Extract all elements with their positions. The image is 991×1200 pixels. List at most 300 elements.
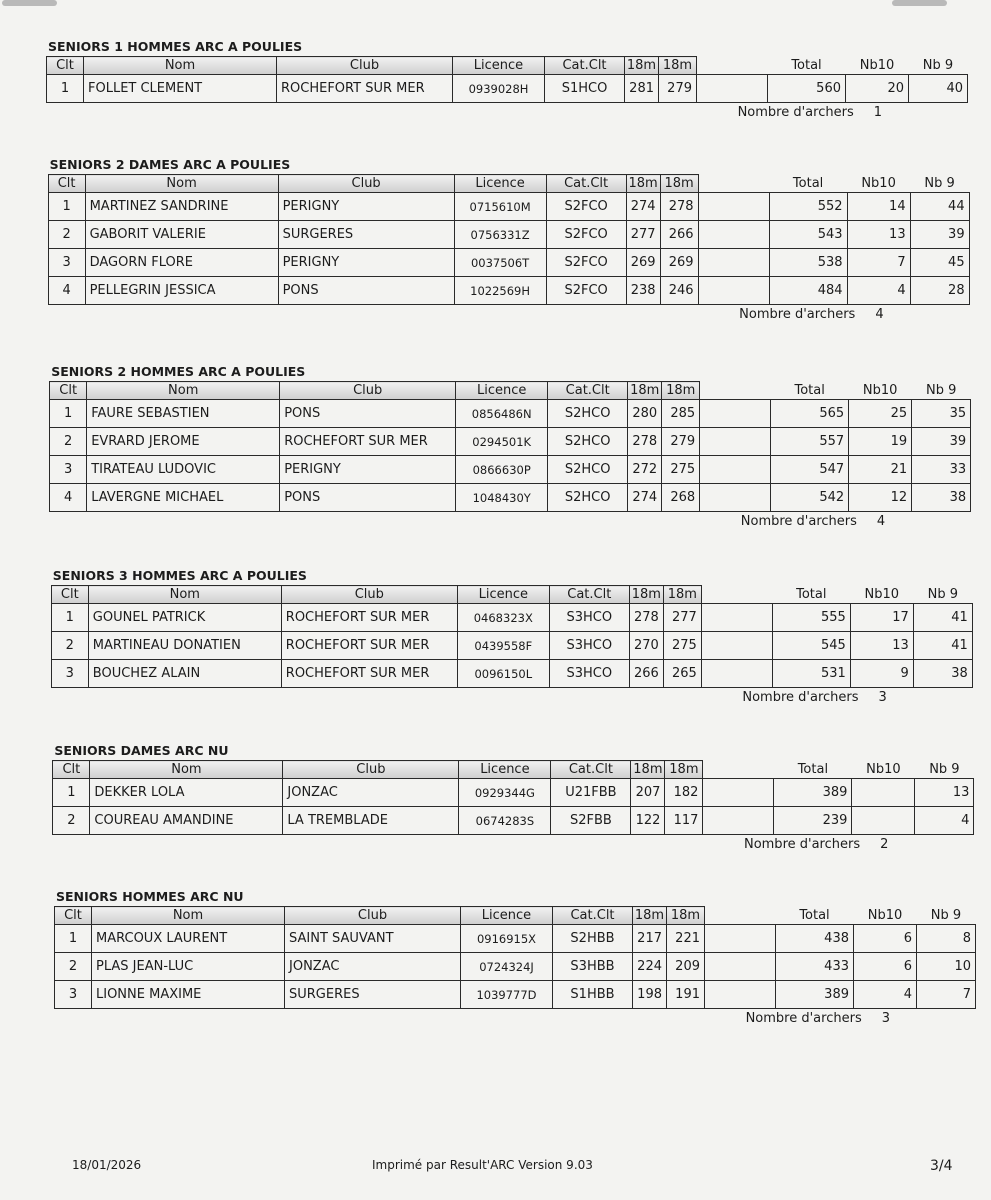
table-row — [48, 277, 969, 305]
column-header: Clt — [47, 57, 84, 75]
cell-nom: GOUNEL PATRICK — [88, 604, 281, 632]
table-row — [51, 604, 972, 632]
cell-total: 239 — [774, 807, 852, 835]
cell-clt: 3 — [55, 981, 92, 1009]
column-header: Nb10 — [866, 761, 901, 777]
column-header: Cat.Clt — [551, 761, 631, 779]
cell-s2: 277 — [663, 604, 701, 632]
cell-nb10 — [852, 807, 915, 835]
column-header: 18m — [665, 761, 703, 779]
cell-nom: EVRARD JEROME — [87, 428, 280, 456]
cell-clt: 2 — [53, 807, 90, 835]
cell-nb9: 38 — [912, 484, 971, 512]
cell-nom: MARTINEAU DONATIEN — [88, 632, 281, 660]
cell-nb9: 10 — [917, 953, 976, 981]
column-header: Clt — [50, 382, 87, 400]
column-header: Nb 9 — [930, 907, 962, 923]
column-header: 18m — [663, 586, 701, 604]
cell-empty — [700, 428, 771, 456]
cell-total: 484 — [769, 277, 847, 305]
cell-s1: 224 — [633, 953, 667, 981]
cell-licence: 1048430Y — [456, 484, 548, 512]
cell-nb10: 19 — [849, 428, 912, 456]
cell-total: 433 — [776, 953, 854, 981]
cell-total: 389 — [776, 981, 854, 1009]
cell-empty — [705, 925, 776, 953]
cell-cat: S3HBB — [553, 953, 633, 981]
cell-s2: 266 — [660, 221, 698, 249]
cell-nb10: 25 — [849, 400, 912, 428]
cell-nom: TIRATEAU LUDOVIC — [87, 456, 280, 484]
cell-s1: 278 — [629, 604, 663, 632]
cell-cat: S2FCO — [546, 193, 626, 221]
cell-total: 565 — [771, 400, 849, 428]
cell-nb9: 45 — [910, 249, 969, 277]
column-header-blank — [700, 382, 771, 400]
column-header: Cat.Clt — [545, 57, 625, 75]
results-section — [49, 363, 967, 532]
column-header: Nb 9 — [922, 57, 954, 73]
column-header: Cat.Clt — [549, 586, 629, 604]
cell-nb9: 4 — [915, 807, 974, 835]
cell-clt: 2 — [51, 632, 88, 660]
column-header: Total — [796, 586, 827, 602]
column-header-blank — [697, 57, 768, 75]
cell-clt: 3 — [48, 249, 85, 277]
cell-nb10: 4 — [847, 277, 910, 305]
cell-licence: 0939028H — [453, 75, 545, 103]
section-title: SENIORS DAMES ARC NU — [54, 743, 229, 758]
column-header: Licence — [457, 586, 549, 604]
cell-s1: 238 — [626, 277, 660, 305]
cell-nb10: 13 — [850, 632, 913, 660]
cell-empty — [703, 779, 774, 807]
column-header: Club — [277, 57, 453, 75]
column-header: Nb10 — [859, 57, 895, 73]
cell-cat: S2FCO — [546, 277, 626, 305]
cell-total: 438 — [776, 925, 854, 953]
print-date: 18/01/2026 — [72, 1158, 142, 1172]
table-row — [50, 428, 971, 456]
column-header: Nb10 — [867, 907, 903, 923]
column-header: Nb 9 — [927, 586, 958, 602]
cell-empty — [705, 981, 776, 1009]
archer-count-label: Nombre d'archers — [740, 514, 857, 529]
cell-nb10: 6 — [854, 953, 917, 981]
cell-club: ROCHEFORT SUR MER — [281, 604, 457, 632]
cell-nb10: 20 — [846, 75, 909, 103]
column-header: Nb10 — [861, 175, 896, 191]
column-header: Nb10 — [862, 382, 898, 398]
cell-nb9: 44 — [910, 193, 969, 221]
cell-s1: 278 — [628, 428, 662, 456]
archer-count-value: 4 — [875, 307, 884, 322]
cell-licence: 0715610M — [454, 193, 546, 221]
cell-total: 547 — [771, 456, 849, 484]
archer-count-label: Nombre d'archers — [745, 1011, 862, 1026]
cell-nb10: 12 — [849, 484, 912, 512]
cell-clt: 2 — [55, 953, 92, 981]
cell-empty — [700, 456, 771, 484]
table-header-row — [50, 382, 971, 400]
cell-nb9: 13 — [915, 779, 974, 807]
cell-nb9: 8 — [917, 925, 976, 953]
table-row — [48, 249, 969, 277]
cell-nb9: 33 — [912, 456, 971, 484]
cell-cat: S2HCO — [548, 484, 628, 512]
column-header: Nb 9 — [924, 175, 955, 191]
results-section — [54, 888, 971, 1029]
cell-club: ROCHEFORT SUR MER — [280, 428, 456, 456]
cell-s2: 279 — [662, 428, 700, 456]
cell-nom: BOUCHEZ ALAIN — [88, 660, 281, 688]
cell-licence: 0756331Z — [454, 221, 546, 249]
cell-s1: 198 — [633, 981, 667, 1009]
cell-clt: 1 — [50, 400, 87, 428]
cell-clt: 1 — [47, 75, 84, 103]
column-header: 18m — [659, 57, 697, 75]
results-section — [46, 38, 963, 123]
column-header-blank — [703, 761, 774, 779]
column-header-blank — [698, 175, 769, 193]
column-header: 18m — [633, 907, 667, 925]
cell-clt: 1 — [51, 604, 88, 632]
cell-nb9: 39 — [912, 428, 971, 456]
column-header: Licence — [456, 382, 548, 400]
table-header-row — [48, 175, 969, 193]
cell-nom: FAURE SEBASTIEN — [87, 400, 280, 428]
cell-nb9: 40 — [909, 75, 968, 103]
table-header-row — [55, 907, 976, 925]
cell-s2: 279 — [659, 75, 697, 103]
cell-s2: 246 — [660, 277, 698, 305]
column-header: 18m — [662, 382, 700, 400]
cell-total: 389 — [774, 779, 852, 807]
archer-count — [52, 835, 954, 855]
column-header: Clt — [48, 175, 85, 193]
cell-s2: 265 — [663, 660, 701, 688]
paper-clip-right — [892, 0, 947, 6]
cell-cat: S3HCO — [549, 632, 629, 660]
column-header: Club — [278, 175, 454, 193]
cell-s2: 209 — [667, 953, 705, 981]
cell-s2: 275 — [663, 632, 701, 660]
cell-empty — [703, 807, 774, 835]
cell-club: ROCHEFORT SUR MER — [277, 75, 453, 103]
table-row — [55, 925, 976, 953]
cell-nb10: 7 — [847, 249, 910, 277]
archer-count — [48, 305, 950, 325]
cell-club: JONZAC — [285, 953, 461, 981]
cell-nb10: 4 — [854, 981, 917, 1009]
cell-clt: 4 — [50, 484, 87, 512]
table-row — [47, 75, 968, 103]
cell-s2: 275 — [662, 456, 700, 484]
cell-nom: DEKKER LOLA — [90, 779, 283, 807]
cell-club: JONZAC — [283, 779, 459, 807]
cell-nom: GABORIT VALERIE — [85, 221, 278, 249]
column-header: Total — [791, 57, 822, 73]
cell-club: PERIGNY — [280, 456, 456, 484]
cell-nom: MARTINEZ SANDRINE — [85, 193, 278, 221]
table-row — [51, 660, 972, 688]
paper-clip-left — [2, 0, 57, 6]
cell-licence: 1039777D — [461, 981, 553, 1009]
cell-clt: 1 — [53, 779, 90, 807]
column-header: 18m — [626, 175, 660, 193]
cell-cat: S3HCO — [549, 660, 629, 688]
archer-count — [46, 103, 948, 123]
cell-clt: 1 — [55, 925, 92, 953]
cell-licence: 1022569H — [454, 277, 546, 305]
column-header: 18m — [625, 57, 659, 75]
cell-nb10: 17 — [850, 604, 913, 632]
cell-club: PONS — [280, 400, 456, 428]
cell-total: 555 — [772, 604, 850, 632]
cell-licence: 0037506T — [454, 249, 546, 277]
cell-empty — [701, 632, 772, 660]
cell-cat: S2HCO — [548, 456, 628, 484]
cell-s1: 266 — [629, 660, 663, 688]
cell-nb9: 28 — [910, 277, 969, 305]
column-header: Licence — [459, 761, 551, 779]
cell-nb9: 41 — [913, 604, 972, 632]
cell-nb9: 41 — [913, 632, 972, 660]
table-row — [48, 193, 969, 221]
cell-s1: 272 — [628, 456, 662, 484]
column-header: Cat.Clt — [553, 907, 633, 925]
cell-clt: 2 — [50, 428, 87, 456]
column-header: Total — [792, 175, 824, 191]
cell-nom: COUREAU AMANDINE — [90, 807, 283, 835]
section-title: SENIORS 2 HOMMES ARC A POULIES — [51, 364, 306, 379]
archer-count-label: Nombre d'archers — [739, 307, 856, 322]
table-row — [53, 779, 974, 807]
results-table — [46, 56, 968, 103]
cell-s2: 285 — [662, 400, 700, 428]
cell-nb9: 38 — [913, 660, 972, 688]
results-table — [54, 906, 976, 1009]
table-row — [55, 981, 976, 1009]
cell-club: SURGERES — [278, 221, 454, 249]
cell-licence: 0856486N — [456, 400, 548, 428]
table-header-row — [53, 761, 974, 779]
column-header: Clt — [53, 761, 90, 779]
column-header-blank — [705, 907, 776, 925]
cell-nb10: 13 — [847, 221, 910, 249]
column-header: 18m — [660, 175, 698, 193]
cell-nom: LIONNE MAXIME — [92, 981, 285, 1009]
cell-nb9: 39 — [910, 221, 969, 249]
column-header: 18m — [628, 382, 662, 400]
cell-nb10: 14 — [847, 193, 910, 221]
cell-nom: PLAS JEAN-LUC — [92, 953, 285, 981]
cell-empty — [701, 604, 772, 632]
cell-nb9: 35 — [912, 400, 971, 428]
cell-cat: S1HBB — [553, 981, 633, 1009]
column-header: Nom — [85, 175, 278, 193]
cell-nom: MARCOUX LAURENT — [92, 925, 285, 953]
cell-cat: S2FCO — [546, 249, 626, 277]
table-row — [55, 953, 976, 981]
table-row — [50, 456, 971, 484]
cell-empty — [698, 221, 769, 249]
cell-total: 538 — [769, 249, 847, 277]
column-header: Nb10 — [864, 586, 900, 602]
cell-nom: LAVERGNE MICHAEL — [87, 484, 280, 512]
cell-s1: 277 — [626, 221, 660, 249]
archer-count — [54, 1009, 956, 1029]
cell-empty — [700, 484, 771, 512]
cell-empty — [697, 75, 768, 103]
column-header: 18m — [631, 761, 665, 779]
column-header: Club — [280, 382, 456, 400]
column-header: Nom — [88, 586, 281, 604]
column-header: Total — [799, 907, 830, 923]
cell-s2: 191 — [667, 981, 705, 1009]
column-header: Nom — [87, 382, 280, 400]
table-row — [51, 632, 972, 660]
cell-cat: S2FBB — [551, 807, 631, 835]
cell-total: 543 — [769, 221, 847, 249]
cell-total: 542 — [771, 484, 849, 512]
cell-s1: 217 — [633, 925, 667, 953]
cell-cat: S2HCO — [548, 400, 628, 428]
section-title: SENIORS 3 HOMMES ARC A POULIES — [52, 568, 307, 583]
cell-club: SURGERES — [285, 981, 461, 1009]
column-header: Total — [797, 761, 829, 777]
cell-s1: 122 — [631, 807, 665, 835]
cell-licence: 0724324J — [461, 953, 553, 981]
cell-empty — [698, 249, 769, 277]
cell-empty — [701, 660, 772, 688]
cell-club: PERIGNY — [278, 249, 454, 277]
cell-licence: 0929344G — [459, 779, 551, 807]
cell-s2: 117 — [665, 807, 703, 835]
column-header: Nom — [90, 761, 283, 779]
cell-s2: 269 — [660, 249, 698, 277]
archer-count-label: Nombre d'archers — [742, 690, 859, 705]
cell-licence: 0294501K — [456, 428, 548, 456]
cell-cat: S2HBB — [553, 925, 633, 953]
cell-total: 560 — [768, 75, 846, 103]
cell-clt: 3 — [50, 456, 87, 484]
cell-s2: 182 — [665, 779, 703, 807]
results-table — [48, 174, 970, 305]
column-header: Licence — [461, 907, 553, 925]
cell-nb10: 9 — [850, 660, 913, 688]
column-header: Cat.Clt — [546, 175, 626, 193]
cell-clt: 1 — [48, 193, 85, 221]
table-row — [50, 484, 971, 512]
results-table — [52, 760, 974, 835]
cell-licence: 0916915X — [461, 925, 553, 953]
cell-cat: S1HCO — [545, 75, 625, 103]
cell-nb10: 6 — [854, 925, 917, 953]
cell-cat: U21FBB — [551, 779, 631, 807]
cell-empty — [698, 277, 769, 305]
results-table — [49, 381, 971, 512]
archer-count-value: 4 — [876, 514, 886, 529]
cell-cat: S2HCO — [548, 428, 628, 456]
column-header: Nb 9 — [929, 761, 960, 777]
table-header-row — [47, 57, 968, 75]
cell-club: SAINT SAUVANT — [285, 925, 461, 953]
section-title: SENIORS HOMMES ARC NU — [56, 889, 244, 904]
cell-s2: 268 — [662, 484, 700, 512]
column-header: Clt — [55, 907, 92, 925]
cell-s1: 274 — [626, 193, 660, 221]
cell-s1: 270 — [629, 632, 663, 660]
cell-s1: 281 — [625, 75, 659, 103]
cell-club: LA TREMBLADE — [283, 807, 459, 835]
cell-s1: 207 — [631, 779, 665, 807]
cell-nom: FOLLET CLEMENT — [84, 75, 277, 103]
column-header: Nb 9 — [925, 382, 957, 398]
cell-licence: 0866630P — [456, 456, 548, 484]
section-title: SENIORS 2 DAMES ARC A POULIES — [49, 157, 291, 172]
column-header: 18m — [629, 586, 663, 604]
cell-cat: S3HCO — [549, 604, 629, 632]
results-section — [52, 742, 970, 855]
printed-by: Imprimé par Result'ARC Version 9.03 — [372, 1158, 593, 1172]
column-header: Club — [281, 586, 457, 604]
table-row — [48, 221, 969, 249]
archer-count-value: 3 — [881, 1011, 890, 1026]
table-header-row — [51, 586, 972, 604]
cell-cat: S2FCO — [546, 221, 626, 249]
cell-club: PONS — [278, 277, 454, 305]
cell-nb10 — [852, 779, 915, 807]
cell-total: 557 — [771, 428, 849, 456]
results-table — [51, 585, 973, 688]
cell-club: ROCHEFORT SUR MER — [281, 660, 457, 688]
cell-s1: 280 — [628, 400, 662, 428]
column-header: Nom — [84, 57, 277, 75]
cell-club: PONS — [280, 484, 456, 512]
column-header: Nom — [92, 907, 285, 925]
section-title: SENIORS 1 HOMMES ARC A POULIES — [48, 39, 303, 54]
archer-count — [51, 688, 953, 708]
table-row — [50, 400, 971, 428]
archer-count-label: Nombre d'archers — [737, 105, 854, 120]
cell-nom: PELLEGRIN JESSICA — [85, 277, 278, 305]
column-header: Club — [285, 907, 461, 925]
column-header: Licence — [454, 175, 546, 193]
cell-nb9: 7 — [917, 981, 976, 1009]
cell-total: 531 — [772, 660, 850, 688]
table-row — [53, 807, 974, 835]
archer-count-value: 2 — [880, 837, 889, 852]
column-header: Clt — [51, 586, 88, 604]
column-header: Cat.Clt — [548, 382, 628, 400]
cell-s2: 221 — [667, 925, 705, 953]
cell-empty — [700, 400, 771, 428]
archer-count — [49, 512, 951, 532]
cell-nb10: 21 — [849, 456, 912, 484]
cell-nom: DAGORN FLORE — [85, 249, 278, 277]
cell-club: PERIGNY — [278, 193, 454, 221]
cell-s2: 278 — [660, 193, 698, 221]
column-header: Total — [794, 382, 825, 398]
cell-licence: 0674283S — [459, 807, 551, 835]
cell-s1: 269 — [626, 249, 660, 277]
cell-club: ROCHEFORT SUR MER — [281, 632, 457, 660]
cell-total: 552 — [769, 193, 847, 221]
column-header: Club — [283, 761, 459, 779]
cell-total: 545 — [772, 632, 850, 660]
results-section — [48, 156, 965, 325]
